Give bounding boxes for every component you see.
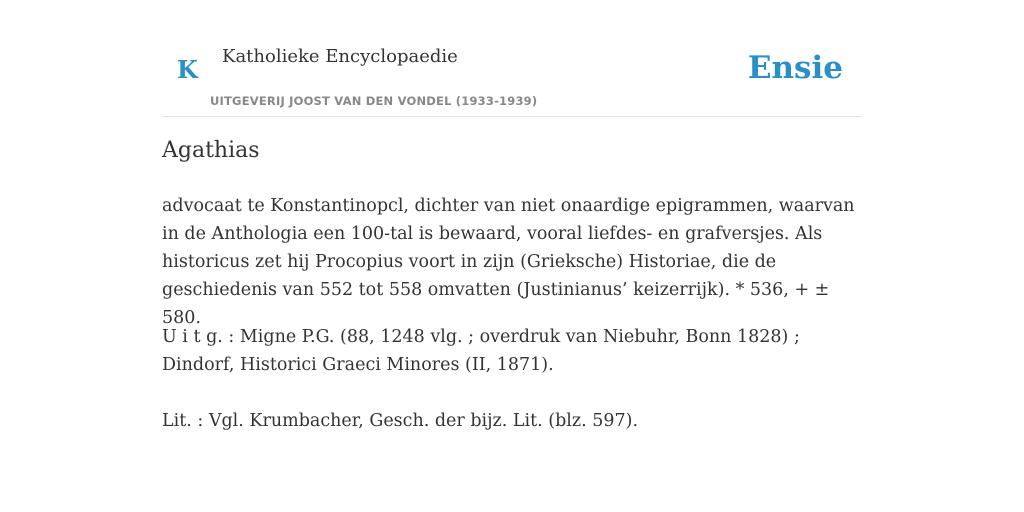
site-header [162,0,862,117]
editions-label: U i t g. [162,327,223,347]
brand-logo[interactable]: Ensie [747,50,843,86]
literature-paragraph: Lit. : Vgl. Krumbacher, Gesch. der bijz. Lit. (blz. 597). [162,411,639,431]
editions-text: : Migne P.G. (88, 1248 vlg. ; overdruk van Niebuhr, Bonn 1828) ; Dindorf, Historici Graeci Minores (II, 1871). [162,327,800,375]
page [162,0,862,431]
site-logo[interactable]: K [177,55,198,84]
article-body: advocaat te Konstantinopcl, dichter van niet onaardige epigrammen, waarvan in de Anthologia een 100-tal is bewaard, vooral liefdes- en grafversjes. Als historicus zet hij Procopius voort in zijn (Grieksche) Historiae, die de geschiedenis van 552 tot 558 omvatten (Justinianus’ keizerrijk). * 536, + ± 580. [162,196,855,328]
site-title[interactable]: Katholieke Encyclopaedie [222,46,458,67]
article-title: Agathias [162,138,260,163]
editions-paragraph [162,323,862,379]
publisher-label: UITGEVERIJ JOOST VAN DEN VONDEL (1933-1939) [210,94,538,108]
